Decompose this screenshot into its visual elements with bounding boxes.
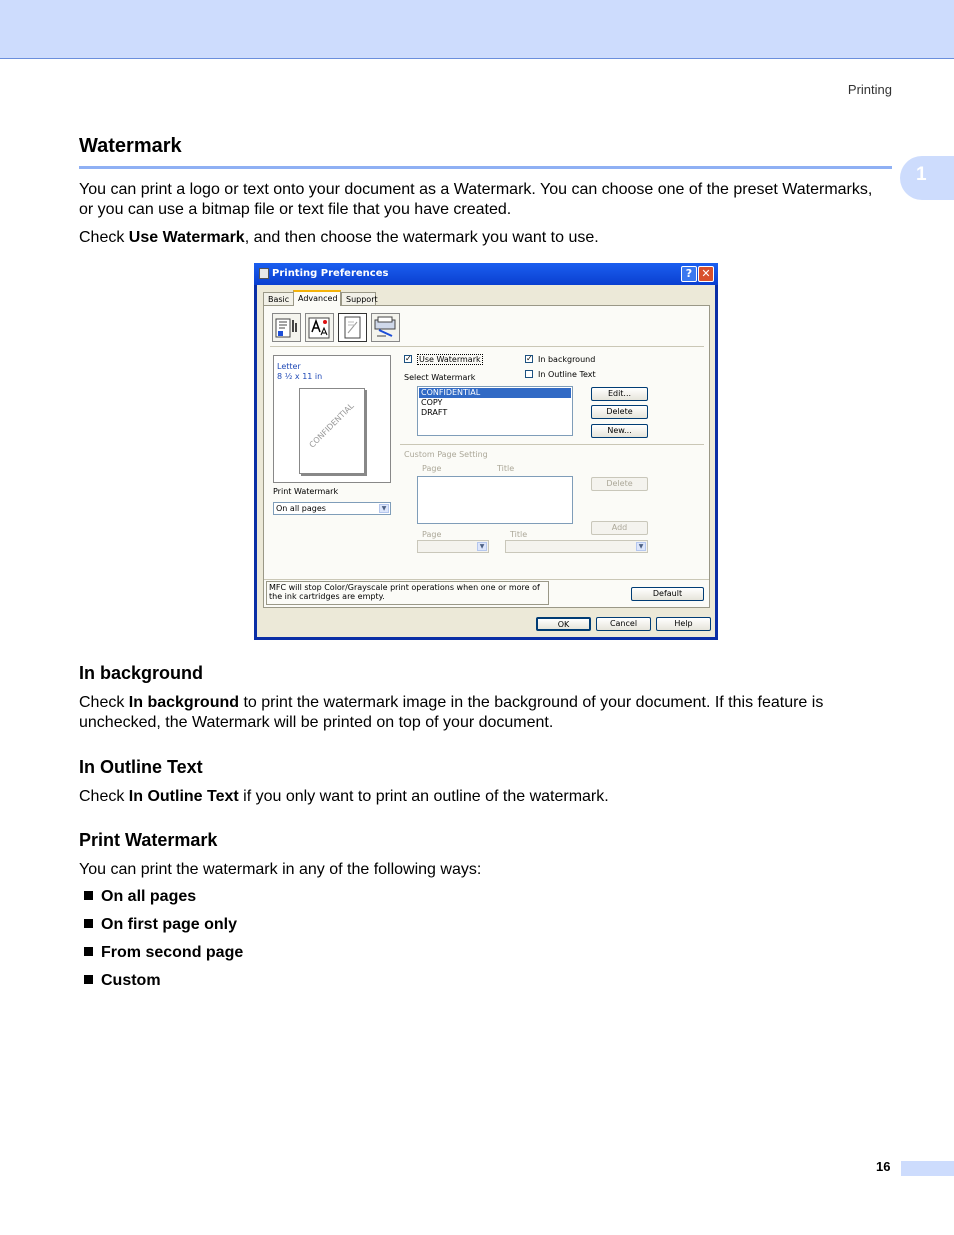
tab-basic[interactable]: Basic <box>263 292 294 305</box>
ok-button[interactable]: OK <box>536 617 591 631</box>
default-button[interactable]: Default <box>631 587 704 601</box>
in-background-prefix: Check <box>79 694 129 711</box>
in-background-label: In background <box>538 355 596 364</box>
check-prefix: Check <box>79 229 129 246</box>
running-head: Printing <box>847 82 892 97</box>
list-item <box>84 944 243 962</box>
intro-paragraph: You can print a logo or text onto your document as a Watermark. You can choose one of the preset Watermarks, or you can use a bitmap file or text file that you have created. <box>79 181 873 218</box>
square-bullet-icon <box>84 919 93 928</box>
col-title-label: Title <box>497 464 515 473</box>
in-background-suffix: to print the watermark image in the background of your document. If this feature is unchecked, the Watermark will be printed on top of your document. <box>79 694 824 731</box>
square-bullet-icon <box>84 891 93 900</box>
in-outline-bold: In Outline Text <box>128 788 239 805</box>
custom-page-list[interactable] <box>417 476 573 524</box>
option-label: From second page <box>101 944 244 961</box>
printer-icon <box>259 268 269 279</box>
print-watermark-select[interactable] <box>273 502 391 515</box>
in-background-paragraph <box>79 693 889 733</box>
in-outline-checkbox[interactable] <box>525 370 533 378</box>
font-aa-icon[interactable] <box>305 313 334 342</box>
page-field-label: Page <box>422 530 442 539</box>
page-select[interactable] <box>417 540 489 553</box>
advanced-panel <box>263 305 710 608</box>
dialog-title: Printing Preferences <box>272 268 389 279</box>
paper-size: 8 ½ x 11 in <box>277 372 323 381</box>
chevron-down-icon[interactable]: ▼ <box>477 542 487 551</box>
edit-button[interactable]: Edit... <box>591 387 648 401</box>
add-button[interactable]: Add <box>591 521 648 535</box>
list-item <box>84 888 196 906</box>
page-preview <box>299 388 365 474</box>
list-item <box>84 916 237 934</box>
tab-advanced[interactable]: Advanced <box>293 290 341 306</box>
chapter-tab <box>900 156 954 200</box>
square-bullet-icon <box>84 975 93 984</box>
in-outline-paragraph <box>79 787 889 807</box>
dialog-body <box>257 285 715 637</box>
print-watermark-label: Print Watermark <box>273 487 339 496</box>
section-title: Watermark <box>79 135 182 157</box>
close-icon[interactable]: ✕ <box>698 266 714 282</box>
list-item <box>84 972 161 990</box>
chapter-number: 1 <box>916 164 927 185</box>
status-divider <box>264 579 709 580</box>
option-label: On first page only <box>101 916 238 933</box>
delete-button[interactable]: Delete <box>591 405 648 419</box>
square-bullet-icon <box>84 947 93 956</box>
page-number: 16 <box>876 1159 891 1174</box>
select-watermark-label: Select Watermark <box>404 373 476 382</box>
new-button[interactable]: New... <box>591 424 648 438</box>
print-watermark-intro: You can print the watermark in any of the following ways: <box>79 861 482 878</box>
title-rule <box>79 166 892 169</box>
in-outline-suffix: if you only want to print an outline of the watermark. <box>238 788 609 805</box>
check-suffix: , and then choose the watermark you want to use. <box>244 229 599 246</box>
list-item[interactable]: DRAFT <box>421 408 448 417</box>
header-band <box>0 0 954 59</box>
printing-preferences-dialog <box>254 263 718 640</box>
print-watermark-value: On all pages <box>276 504 326 513</box>
in-background-bold: In background <box>128 694 240 711</box>
in-background-checkbox[interactable]: ✓ <box>526 354 533 363</box>
cancel-button[interactable]: Cancel <box>596 617 651 631</box>
dialog-titlebar <box>254 263 718 285</box>
watermark-list[interactable] <box>417 386 573 436</box>
tab-support[interactable]: Support <box>341 292 376 305</box>
option-label: On all pages <box>101 888 197 905</box>
device-options-icon[interactable] <box>371 313 400 342</box>
preview-watermark-text: CONFIDENTIAL <box>307 401 356 450</box>
in-outline-heading: In Outline Text <box>79 757 203 777</box>
option-label: Custom <box>101 972 161 989</box>
chevron-down-icon[interactable]: ▼ <box>379 504 389 513</box>
help-icon[interactable]: ? <box>681 266 697 282</box>
paper-name: Letter <box>277 362 301 371</box>
custom-delete-button[interactable]: Delete <box>591 477 648 491</box>
footer-band <box>901 1161 954 1176</box>
in-outline-prefix: Check <box>79 788 129 805</box>
chevron-down-icon[interactable]: ▼ <box>636 542 646 551</box>
title-select[interactable] <box>505 540 648 553</box>
preview-box <box>273 355 391 483</box>
title-field-label: Title <box>510 530 528 539</box>
in-outline-label: In Outline Text <box>538 370 596 379</box>
print-quality-icon[interactable] <box>272 313 301 342</box>
list-item[interactable]: COPY <box>421 398 443 407</box>
print-watermark-heading: Print Watermark <box>79 830 218 850</box>
check-bold: Use Watermark <box>128 229 245 246</box>
watermark-icon[interactable] <box>338 313 367 342</box>
list-item[interactable]: CONFIDENTIAL <box>419 388 571 398</box>
custom-divider <box>400 444 704 445</box>
use-watermark-checkbox[interactable]: ✓ <box>405 354 412 363</box>
status-message: MFC will stop Color/Grayscale print operations when one or more of the ink cartridges are empty. <box>266 581 549 605</box>
use-watermark-label[interactable]: Use Watermark <box>419 355 481 364</box>
toolbar-divider <box>270 346 704 347</box>
check-paragraph <box>79 228 889 248</box>
help-button[interactable]: Help <box>656 617 711 631</box>
in-background-heading: In background <box>79 663 204 683</box>
custom-group-label: Custom Page Setting <box>404 450 488 459</box>
col-page-label: Page <box>422 464 442 473</box>
